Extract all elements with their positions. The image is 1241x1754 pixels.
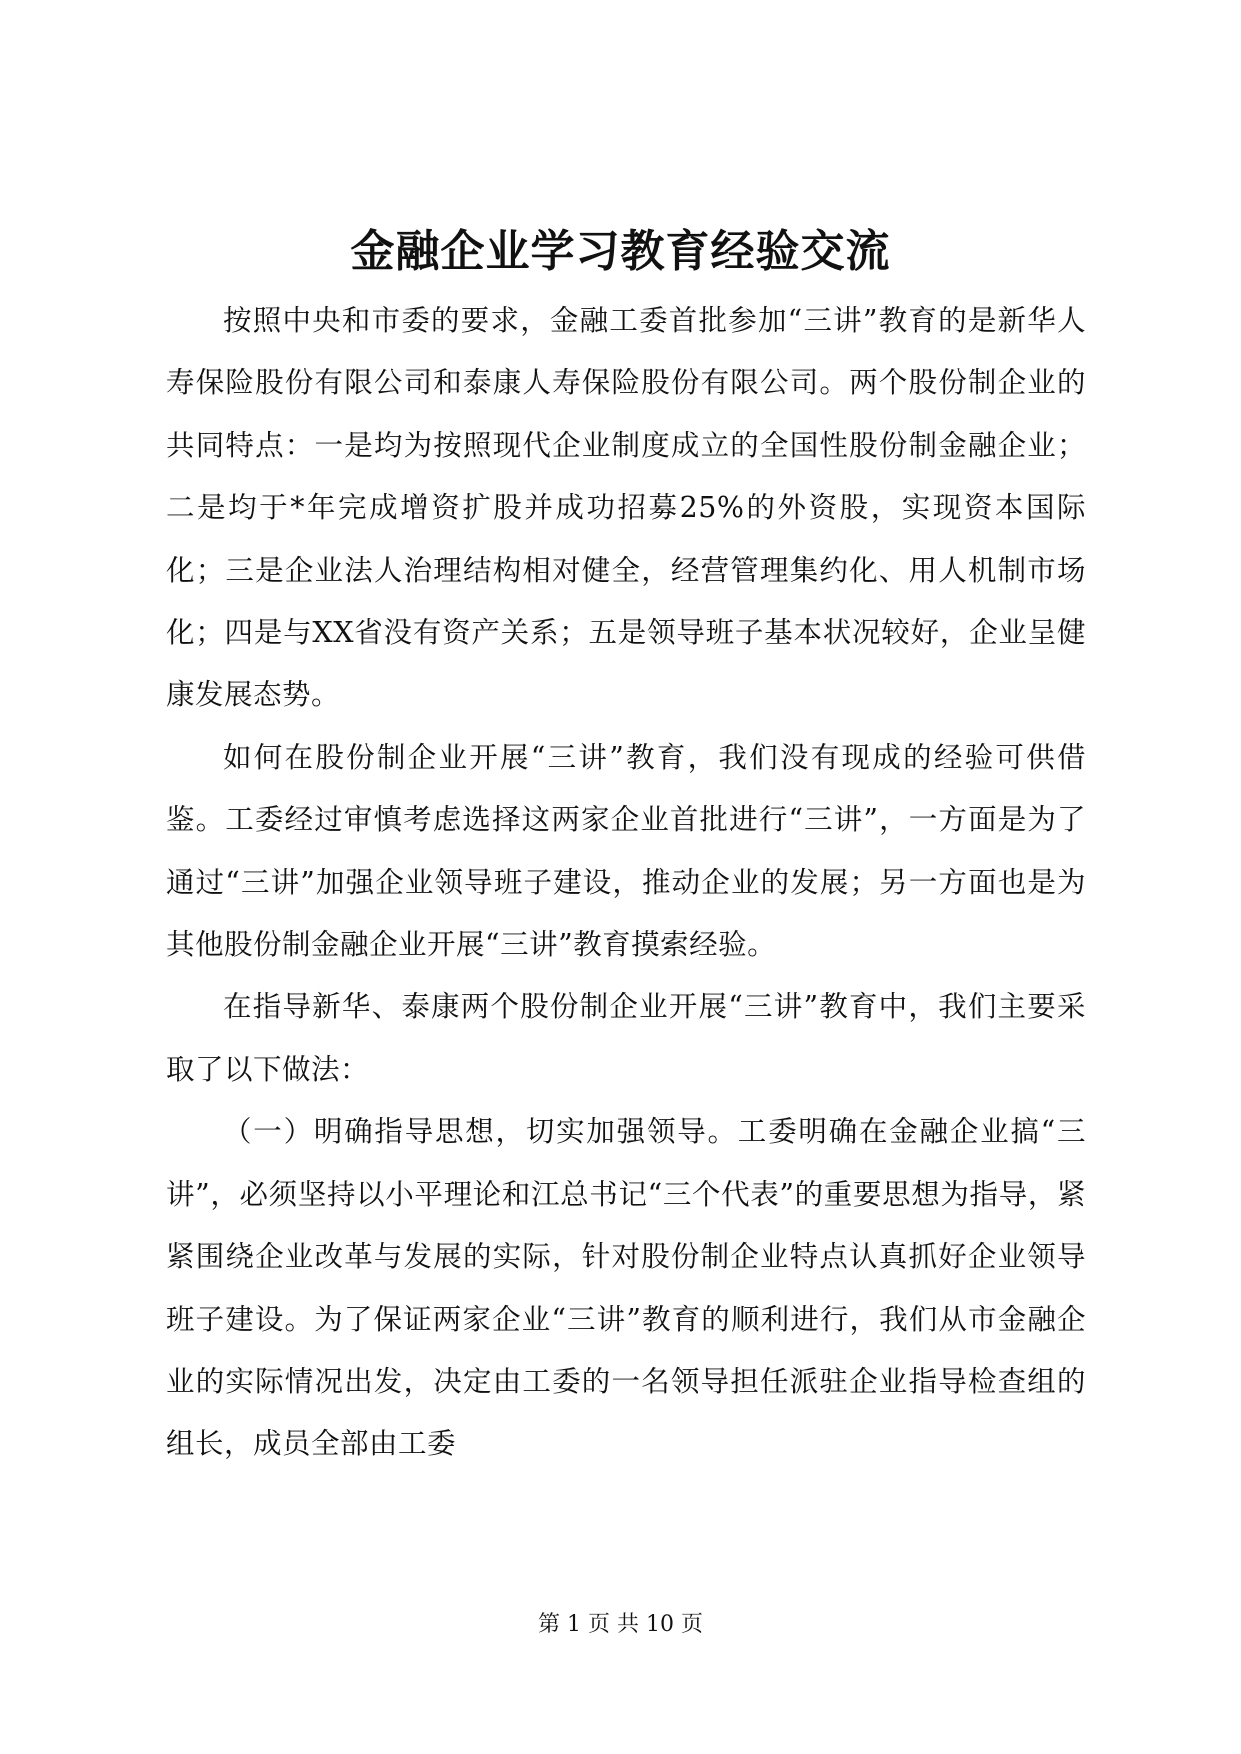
paragraph-2: 如何在股份制企业开展“三讲”教育，我们没有现成的经验可供借鉴。工委经过审慎考虑选择这两家企业首批进行“三讲”，一方面是为了通过“三讲”加强企业领导班子建设，推动企业的发展；另一方面也是为其他股份制金融企业开展“三讲”教育摸索经验。	[166, 740, 1086, 962]
paragraph-3: 在指导新华、泰康两个股份制企业开展“三讲”教育中，我们主要采取了以下做法：	[166, 990, 1086, 1086]
paragraph-4: （一）明确指导思想，切实加强领导。工委明确在金融企业搞“三讲”，必须坚持以小平理论和江总书记“三个代表”的重要思想为指导，紧紧围绕企业改革与发展的实际，针对股份制企业特点认真抓好企业领导班子建设。为了保证两家企业“三讲”教育的顺利进行，我们从市金融企业的实际情况出发，决定由工委的一名领导担任派驻企业指导检查组的组长，成员全部由工委	[166, 1115, 1086, 1461]
document-title: 金融企业学习教育经验交流	[350, 226, 891, 277]
paragraph-1: 按照中央和市委的要求，金融工委首批参加“三讲”教育的是新华人寿保险股份有限公司和泰康人寿保险股份有限公司。两个股份制企业的共同特点：一是均为按照现代企业制度成立的全国性股份制金融企业；二是均于*年完成增资扩股并成功招募25%的外资股，实现资本国际化；三是企业法人治理结构相对健全，经营管理集约化、用人机制市场化；四是与XX省没有资产关系；五是领导班子基本状况较好，企业呈健康发展态势。	[166, 304, 1086, 712]
page-number-footer: 第 1 页 共 10 页	[538, 1612, 703, 1637]
document-body	[166, 290, 1086, 1476]
